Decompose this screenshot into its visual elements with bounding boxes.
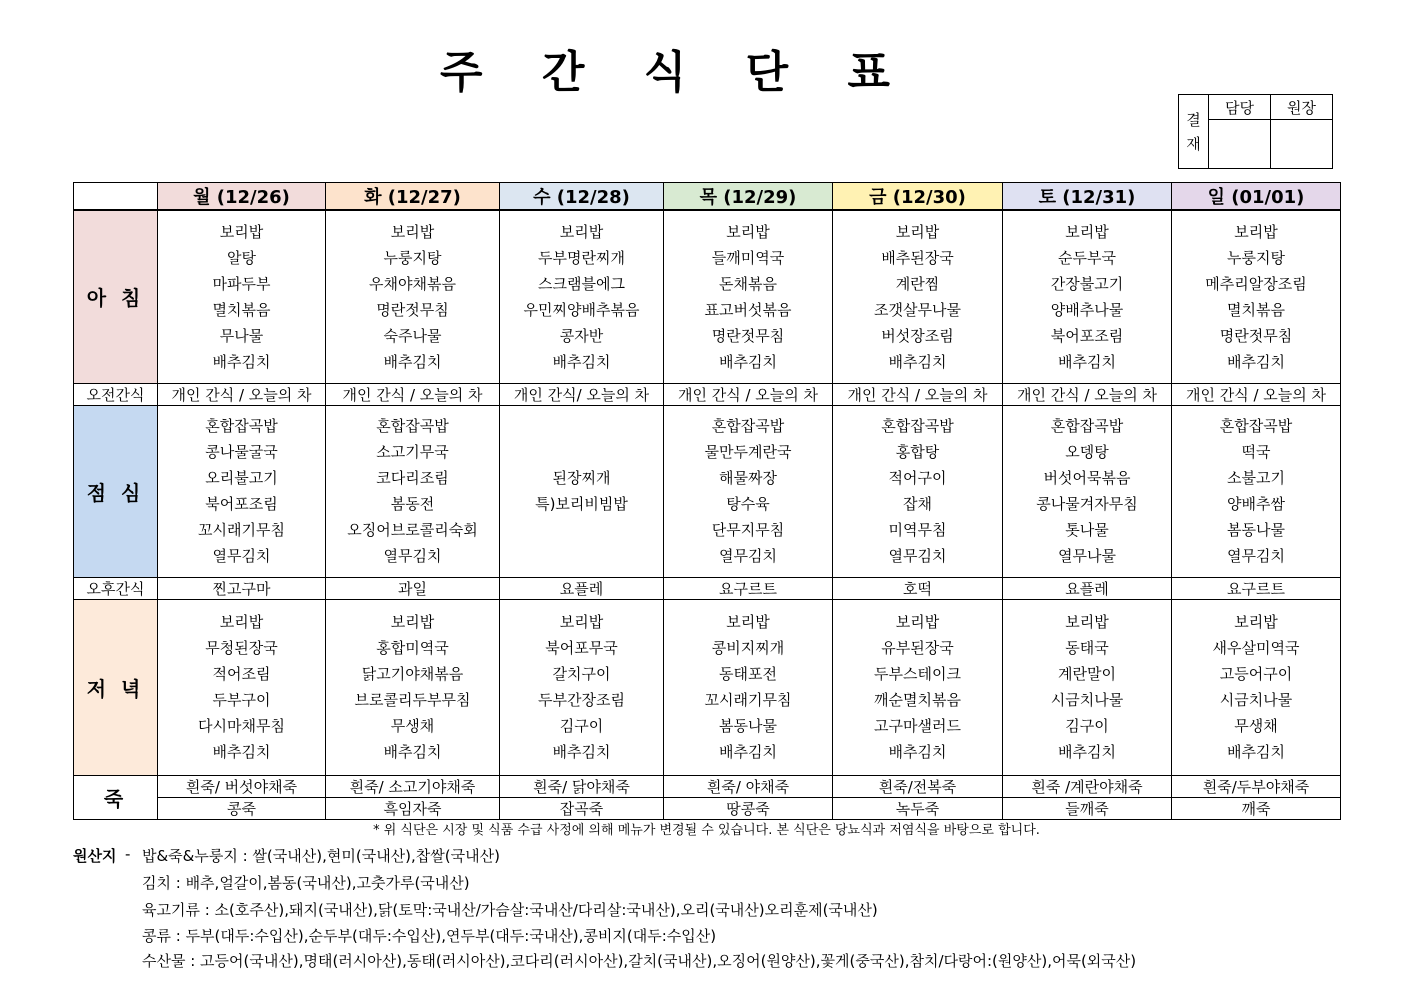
menu-item: 순두부국	[1058, 248, 1116, 267]
snack-cell: 호떡	[833, 577, 1003, 599]
menu-item: 우채야채볶음	[369, 274, 456, 293]
menu-item: 오리불고기	[205, 469, 278, 487]
snack-cell: 과일	[326, 577, 500, 599]
menu-item: 시금치나물	[1219, 691, 1293, 709]
day-header-cell: 화 (12/27)	[326, 183, 500, 211]
menu-item: 혼합잡곡밥	[205, 417, 278, 435]
title-char: 단	[745, 47, 789, 98]
menu-item: 두부명란찌개	[538, 248, 625, 267]
snack-cell: 개인 간식 / 오늘의 차	[158, 383, 326, 405]
menu-item: 적어구이	[888, 469, 947, 487]
menu-item: 잡채	[903, 495, 932, 513]
dinner-items	[1172, 609, 1340, 765]
breakfast-items	[500, 219, 663, 375]
menu-item: 보리밥	[390, 222, 435, 241]
menu-item: 동태포전	[719, 665, 777, 683]
lunch-cell	[500, 405, 664, 577]
breakfast-items	[158, 219, 325, 375]
lunch-items	[1172, 413, 1340, 569]
day-header-cell: 금 (12/30)	[833, 183, 1003, 211]
approval-sign-director[interactable]	[1271, 120, 1333, 169]
menu-item: 배추김치	[719, 743, 777, 761]
lunch-cell	[158, 405, 326, 577]
day-header-cell: 월 (12/26)	[158, 183, 326, 211]
menu-item: 봄동나물	[1227, 521, 1285, 539]
dinner-cell	[664, 599, 833, 775]
origin-line: 육고기류 : 소(호주산),돼지(국내산),닭(토막:국내산/가슴살:국내산/다리살:국내산),오리(국내산)오리훈제(국내산)	[142, 901, 878, 919]
porridge-cell: 흰죽/ 버섯야채죽	[158, 775, 326, 797]
breakfast-row	[74, 210, 1341, 383]
menu-item: 혼합잡곡밥	[1050, 417, 1124, 435]
menu-item: 배추김치	[1058, 743, 1116, 761]
menu-item: 무생채	[390, 717, 435, 735]
menu-item: 단무지무침	[711, 521, 785, 539]
day-header-cell: 목 (12/29)	[664, 183, 833, 211]
porridge-cell: 흰죽/두부야채죽	[1172, 775, 1341, 797]
porridge-cell: 깨죽	[1172, 797, 1341, 819]
menu-item: 버섯어묵볶음	[1043, 469, 1131, 487]
meal-label-am-snack: 오전간식	[74, 383, 158, 405]
weekly-menu-table	[73, 182, 1341, 820]
menu-item: 혼합잡곡밥	[711, 417, 785, 435]
menu-item: 소고기무국	[376, 443, 449, 461]
menu-item: 배추김치	[552, 743, 611, 761]
origin-line: 김치 : 배추,얼갈이,봄동(국내산),고춧가루(국내산)	[142, 874, 470, 892]
menu-item: 계란찜	[895, 274, 940, 293]
menu-item: 배추김치	[383, 352, 442, 371]
menu-item: 보리밥	[559, 613, 604, 631]
menu-item: 누룽지탕	[383, 248, 442, 267]
approval-box	[1178, 94, 1333, 169]
menu-item: 김구이	[1065, 717, 1109, 735]
menu-item: 배추된장국	[881, 248, 954, 267]
menu-item: 메추리알장조림	[1205, 274, 1307, 293]
menu-item: 깨순멸치볶음	[874, 691, 961, 709]
porridge-cell: 콩죽	[158, 797, 326, 819]
breakfast-cell	[500, 210, 664, 383]
menu-item: 소불고기	[1227, 469, 1285, 487]
menu-item: 무나물	[219, 326, 264, 345]
menu-item: 물만두계란국	[704, 443, 792, 461]
snack-cell: 개인 간식 / 오늘의 차	[664, 383, 833, 405]
menu-item: 보리밥	[390, 613, 435, 631]
breakfast-cell	[833, 210, 1003, 383]
menu-item: 홍합탕	[895, 443, 940, 461]
menu-item: 다시마채무침	[198, 717, 285, 735]
menu-item: 들깨미역국	[711, 248, 785, 267]
dinner-items	[158, 609, 325, 765]
menu-item: 보리밥	[726, 613, 770, 631]
menu-item: 열무김치	[719, 547, 777, 565]
dinner-cell	[1172, 599, 1341, 775]
menu-item: 열무김치	[1227, 547, 1285, 565]
menu-item: 보리밥	[1234, 222, 1278, 241]
title-char: 식	[643, 47, 687, 98]
lunch-cell	[664, 405, 833, 577]
menu-item: 스크램블에그	[538, 274, 625, 293]
lunch-items	[833, 413, 1002, 569]
porridge-cell: 흰죽/ 소고기야채죽	[326, 775, 500, 797]
title-char: 주	[440, 47, 483, 98]
menu-item: 꼬시래기무침	[198, 521, 285, 539]
lunch-items	[1003, 413, 1171, 569]
menu-item: 알탕	[227, 248, 256, 267]
breakfast-items	[1172, 219, 1340, 375]
menu-item: 홍합미역국	[376, 639, 449, 657]
origin-line: 밥&죽&누룽지 : 쌀(국내산),현미(국내산),찹쌀(국내산)	[142, 847, 500, 865]
menu-item: 콩자반	[559, 326, 604, 345]
breakfast-items	[326, 219, 499, 375]
porridge-cell: 흰죽/ 야채죽	[664, 775, 833, 797]
menu-item: 보리밥	[895, 613, 940, 631]
title-char: 표	[847, 47, 890, 98]
snack-cell: 요구르트	[664, 577, 833, 599]
menu-item: 배추김치	[1227, 743, 1285, 761]
menu-item: 브로콜리두부무침	[354, 691, 471, 709]
menu-item: 버섯장조림	[881, 326, 954, 345]
snack-cell: 개인 간식 / 오늘의 차	[326, 383, 500, 405]
menu-item: 북어포조림	[1050, 326, 1124, 345]
menu-item: 멸치볶음	[212, 300, 271, 319]
menu-item: 두부스테이크	[874, 665, 961, 683]
origin-title: 원산지	[73, 847, 117, 865]
dinner-items	[664, 609, 832, 765]
dinner-items	[326, 609, 499, 765]
menu-item: 특)보리비빔밥	[535, 495, 628, 513]
menu-item: 유부된장국	[881, 639, 954, 657]
menu-item: 배추김치	[552, 352, 611, 371]
corner-cell	[74, 183, 158, 211]
menu-item: 된장찌개	[552, 469, 611, 487]
menu-item: 보리밥	[895, 222, 940, 241]
menu-item: 배추김치	[1227, 352, 1285, 371]
menu-item: 누룽지탕	[1227, 248, 1285, 267]
approval-label-bottom: 재	[1186, 134, 1201, 153]
snack-cell: 개인 간식 / 오늘의 차	[1003, 383, 1172, 405]
menu-item: 조갯살무나물	[874, 300, 961, 319]
dinner-items	[500, 609, 663, 765]
meal-label-porridge: 죽	[74, 775, 158, 819]
menu-item: 보리밥	[219, 222, 264, 241]
menu-item: 계란말이	[1058, 665, 1116, 683]
origin-line: 콩류 : 두부(대두:수입산),순두부(대두:수입산),연두부(대두:국내산),콩비지(대두:수입산)	[142, 927, 717, 945]
porridge-cell: 흰죽/전복죽	[833, 775, 1003, 797]
breakfast-items	[833, 219, 1002, 375]
menu-item: 봄동나물	[719, 717, 777, 735]
menu-item: 떡국	[1241, 443, 1271, 461]
menu-item: 배추김치	[888, 352, 947, 371]
lunch-cell	[326, 405, 500, 577]
menu-item: 배추김치	[383, 743, 442, 761]
approval-header-director: 원장	[1271, 95, 1333, 120]
approval-label	[1179, 95, 1209, 169]
dinner-cell	[326, 599, 500, 775]
menu-item: 새우살미역국	[1212, 639, 1300, 657]
menu-item: 김구이	[559, 717, 604, 735]
dinner-cell	[158, 599, 326, 775]
menu-item: 무생채	[1234, 717, 1278, 735]
menu-item: 해물짜장	[719, 469, 777, 487]
menu-item: 배추김치	[1058, 352, 1116, 371]
menu-item: 보리밥	[1065, 222, 1109, 241]
breakfast-cell	[664, 210, 833, 383]
menu-item: 간장불고기	[1050, 274, 1124, 293]
porridge-cell: 들깨죽	[1003, 797, 1172, 819]
meal-label-dinner: 저 녁	[74, 599, 158, 775]
lunch-cell	[1003, 405, 1172, 577]
menu-item: 숙주나물	[383, 326, 442, 345]
menu-item: 보리밥	[726, 222, 770, 241]
menu-item: 봄동전	[390, 495, 435, 513]
menu-item: 혼합잡곡밥	[1219, 417, 1293, 435]
breakfast-cell	[158, 210, 326, 383]
menu-item: 배추김치	[719, 352, 777, 371]
menu-item: 양배추쌈	[1227, 495, 1285, 513]
breakfast-items	[1003, 219, 1171, 375]
menu-item: 보리밥	[1065, 613, 1109, 631]
am-snack-row	[74, 383, 1341, 405]
day-header-cell: 토 (12/31)	[1003, 183, 1172, 211]
menu-item: 보리밥	[559, 222, 604, 241]
menu-item: 콩비지찌개	[711, 639, 785, 657]
snack-cell: 개인 간식 / 오늘의 차	[1172, 383, 1341, 405]
menu-item: 동태국	[1065, 639, 1109, 657]
snack-cell: 요플레	[500, 577, 664, 599]
breakfast-cell	[1172, 210, 1341, 383]
menu-item: 닭고기야채볶음	[361, 665, 464, 683]
breakfast-items	[664, 219, 832, 375]
menu-item: 배추김치	[888, 743, 947, 761]
menu-item: 보리밥	[219, 613, 264, 631]
approval-label-top: 결	[1186, 110, 1201, 129]
lunch-row	[74, 405, 1341, 577]
menu-item: 탕수육	[726, 495, 770, 513]
menu-item: 멸치볶음	[1227, 300, 1285, 319]
porridge-cell: 흰죽 /계란야채죽	[1003, 775, 1172, 797]
day-header-cell: 일 (01/01)	[1172, 183, 1341, 211]
menu-item: 배추김치	[212, 352, 271, 371]
menu-item: 콩나물겨자무침	[1036, 495, 1138, 513]
menu-item: 미역무침	[888, 521, 947, 539]
porridge-cell: 흑임자죽	[326, 797, 500, 819]
menu-item: 꼬시래기무침	[704, 691, 792, 709]
breakfast-cell	[326, 210, 500, 383]
meal-label-breakfast: 아 침	[74, 210, 158, 383]
menu-item: 적어조림	[212, 665, 271, 683]
lunch-cell	[833, 405, 1003, 577]
dinner-cell	[500, 599, 664, 775]
porridge-row-1	[74, 775, 1341, 797]
menu-item: 갈치구이	[552, 665, 611, 683]
porridge-cell: 땅콩죽	[664, 797, 833, 819]
dinner-items	[1003, 609, 1171, 765]
snack-cell: 찐고구마	[158, 577, 326, 599]
menu-note: * 위 식단은 시장 및 식품 수급 사정에 의해 메뉴가 변경될 수 있습니다. 본 식단은 당뇨식과 저염식을 바탕으로 합니다.	[373, 823, 1040, 838]
dinner-cell	[1003, 599, 1172, 775]
menu-item: 코다리조림	[376, 469, 449, 487]
menu-item: 오징어브로콜리숙회	[347, 521, 478, 539]
lunch-items	[326, 413, 499, 569]
menu-item: 열무김치	[212, 547, 271, 565]
lunch-cell	[1172, 405, 1341, 577]
menu-item: 두부구이	[212, 691, 271, 709]
menu-item: 명란젓무침	[711, 326, 785, 345]
approval-header-manager: 담당	[1209, 95, 1271, 120]
porridge-cell: 흰죽/ 닭야채죽	[500, 775, 664, 797]
menu-item: 혼합잡곡밥	[881, 417, 954, 435]
menu-item: 혼합잡곡밥	[376, 417, 449, 435]
page-title	[440, 38, 890, 98]
snack-cell: 요구르트	[1172, 577, 1341, 599]
menu-item: 무청된장국	[205, 639, 278, 657]
snack-cell: 요플레	[1003, 577, 1172, 599]
snack-cell: 개인 간식/ 오늘의 차	[500, 383, 664, 405]
menu-item: 명란젓무침	[376, 300, 449, 319]
menu-item: 고등어구이	[1219, 665, 1293, 683]
day-header-cell: 수 (12/28)	[500, 183, 664, 211]
menu-item: 톳나물	[1065, 521, 1109, 539]
origin-dash: -	[125, 845, 131, 863]
lunch-items	[158, 413, 325, 569]
origin-line: 수산물 : 고등어(국내산),명태(러시아산),동태(러시아산),코다리(러시아산),갈치(국내산),오징어(원양산),꽃게(중국산),참치/다랑어:(원양산),어묵(외국산)	[142, 952, 1137, 970]
meal-label-lunch: 점 심	[74, 405, 158, 577]
lunch-items	[500, 465, 663, 517]
menu-item: 콩나물굴국	[205, 443, 278, 461]
menu-item: 북어포조림	[205, 495, 278, 513]
menu-item: 열무나물	[1058, 547, 1116, 565]
dinner-items	[833, 609, 1002, 765]
title-char: 간	[541, 47, 585, 98]
dinner-row	[74, 599, 1341, 775]
menu-item: 우민찌양배추볶음	[523, 300, 640, 319]
menu-item: 양배추나물	[1050, 300, 1124, 319]
dinner-cell	[833, 599, 1003, 775]
menu-item: 열무김치	[383, 547, 442, 565]
menu-item: 두부간장조림	[538, 691, 625, 709]
menu-item: 표고버섯볶음	[704, 300, 792, 319]
porridge-cell: 잡곡죽	[500, 797, 664, 819]
menu-item: 오뎅탕	[1065, 443, 1109, 461]
day-header-row	[74, 183, 1341, 211]
lunch-items	[664, 413, 832, 569]
menu-item: 북어포무국	[545, 639, 618, 657]
menu-item: 보리밥	[1234, 613, 1278, 631]
menu-item: 마파두부	[212, 274, 271, 293]
menu-item: 열무김치	[888, 547, 947, 565]
menu-item: 돈채볶음	[719, 274, 777, 293]
menu-item: 명란젓무침	[1219, 326, 1293, 345]
porridge-row-2	[74, 797, 1341, 819]
menu-item: 시금치나물	[1050, 691, 1124, 709]
breakfast-cell	[1003, 210, 1172, 383]
menu-item: 고구마샐러드	[874, 717, 961, 735]
pm-snack-row	[74, 577, 1341, 599]
snack-cell: 개인 간식 / 오늘의 차	[833, 383, 1003, 405]
approval-sign-manager[interactable]	[1209, 120, 1271, 169]
meal-label-pm-snack: 오후간식	[74, 577, 158, 599]
menu-item: 배추김치	[212, 743, 271, 761]
porridge-cell: 녹두죽	[833, 797, 1003, 819]
